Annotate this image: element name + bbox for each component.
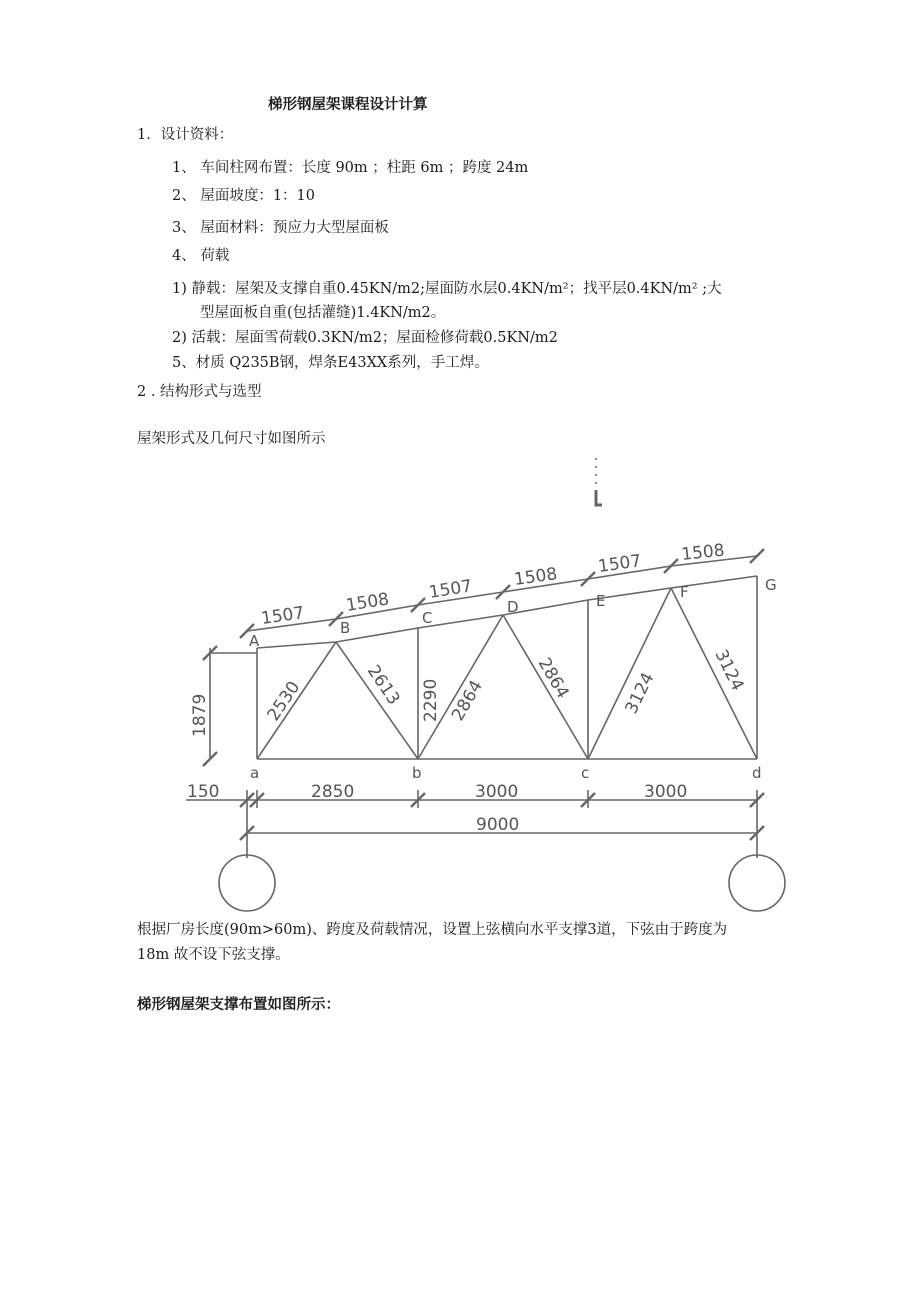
diagonal-Bb — [336, 642, 418, 759]
dim-3000-1: 3000 — [475, 782, 519, 802]
load-1-line-1: 1) 静载：屋架及支撑自重0.45KN/m2;屋面防水层0.4KN/m²；找平层0.4KN/m² ;大 — [172, 281, 722, 297]
top-dim-tick-5 — [664, 559, 678, 573]
section-1-heading: 1．设计资料： — [137, 127, 234, 143]
node-G: G — [765, 576, 777, 594]
top-dim-tick-2 — [411, 598, 425, 612]
node-B: B — [340, 619, 351, 637]
item-2: 2、 屋面坡度：1：10 — [172, 188, 316, 204]
top-dim-tick-3 — [496, 585, 510, 599]
dim-tick-6 — [240, 826, 254, 840]
diagonal-aB — [257, 642, 336, 759]
dim-tick-5 — [750, 793, 764, 807]
node-A: A — [249, 632, 260, 650]
section-2-heading: 2 . 结构形式与选型 — [137, 384, 262, 400]
top-dim-tick-4 — [581, 572, 595, 586]
diag-Dc-label: 2864 — [533, 654, 573, 702]
panel-length-2: 1508 — [344, 589, 391, 616]
node-c: c — [581, 764, 590, 782]
top-dimension-line — [247, 556, 757, 631]
diag-cF-label: 3124 — [621, 669, 659, 718]
node-C: C — [422, 609, 433, 627]
support-right — [729, 855, 785, 911]
diagonal-bD — [418, 615, 503, 759]
support-left — [219, 855, 275, 911]
top-dim-tick-0 — [240, 624, 254, 638]
dim-tick-1 — [240, 793, 254, 807]
diag-Fd-label: 3124 — [710, 646, 748, 695]
top-chord — [257, 576, 757, 648]
node-D: D — [507, 598, 519, 616]
panel-length-3: 1507 — [427, 576, 474, 603]
item-4: 4、 荷载 — [172, 248, 230, 264]
dim-tick-7 — [750, 826, 764, 840]
bracing-heading: 梯形钢屋架支撑布置如图所示： — [137, 996, 340, 1013]
dim-3000-2: 3000 — [644, 782, 688, 802]
top-dim-tick-6 — [750, 549, 764, 563]
dim-2850: 2850 — [311, 782, 355, 802]
dim-tick-3 — [411, 793, 425, 807]
vert-Cb-label: 2290 — [421, 678, 441, 722]
diagonal-Fd — [671, 588, 757, 759]
panel-length-1: 1507 — [259, 603, 306, 629]
dim-9000: 9000 — [476, 815, 520, 835]
height-tick-top — [203, 646, 217, 660]
diag-Bb-label: 2613 — [362, 661, 404, 709]
node-a: a — [250, 764, 260, 782]
corner-mark — [596, 490, 602, 505]
paragraph-line-2: 18m 故不设下弦支撑。 — [137, 947, 290, 963]
node-d: d — [752, 764, 762, 782]
height-tick-bottom — [203, 752, 217, 766]
load-2: 2) 活载：屋面雪荷载0.3KN/m2；屋面检修荷载0.5KN/m2 — [172, 330, 558, 346]
node-b: b — [412, 764, 422, 782]
node-F: F — [680, 583, 689, 601]
item-5: 5、材质 Q235B钢，焊条E43XX系列，手工焊。 — [172, 355, 489, 371]
panel-length-4: 1508 — [512, 564, 559, 590]
top-dim-tick-1 — [329, 612, 343, 626]
diagonal-cF — [588, 588, 671, 759]
end-height-label: 1879 — [190, 693, 210, 737]
diag-aB-label: 2530 — [263, 677, 305, 725]
diagonal-Dc — [503, 615, 588, 759]
dim-tick-2 — [250, 793, 264, 807]
item-3: 3、 屋面材料：预应力大型屋面板 — [172, 220, 389, 236]
dim-150: 150 — [187, 782, 220, 802]
panel-length-6: 1508 — [680, 540, 726, 565]
dim-tick-4 — [581, 793, 595, 807]
panel-length-5: 1507 — [596, 551, 643, 577]
figure-caption: 屋架形式及几何尺寸如图所示 — [137, 431, 326, 447]
diag-bD-label: 2864 — [448, 677, 487, 725]
node-E: E — [596, 592, 606, 610]
item-1: 1、 车间柱网布置：长度 90m ；柱距 6m ；跨度 24m — [172, 160, 529, 176]
paragraph-line-1: 根据厂房长度(90m>60m)、跨度及荷载情况，设置上弦横向水平支撑3道，下弦由于跨度为 — [137, 922, 728, 938]
doc-title: 梯形钢屋架课程设计计算 — [268, 96, 428, 113]
load-1-line-2: 型屋面板自重(包括灌缝)1.4KN/m2。 — [200, 305, 446, 321]
